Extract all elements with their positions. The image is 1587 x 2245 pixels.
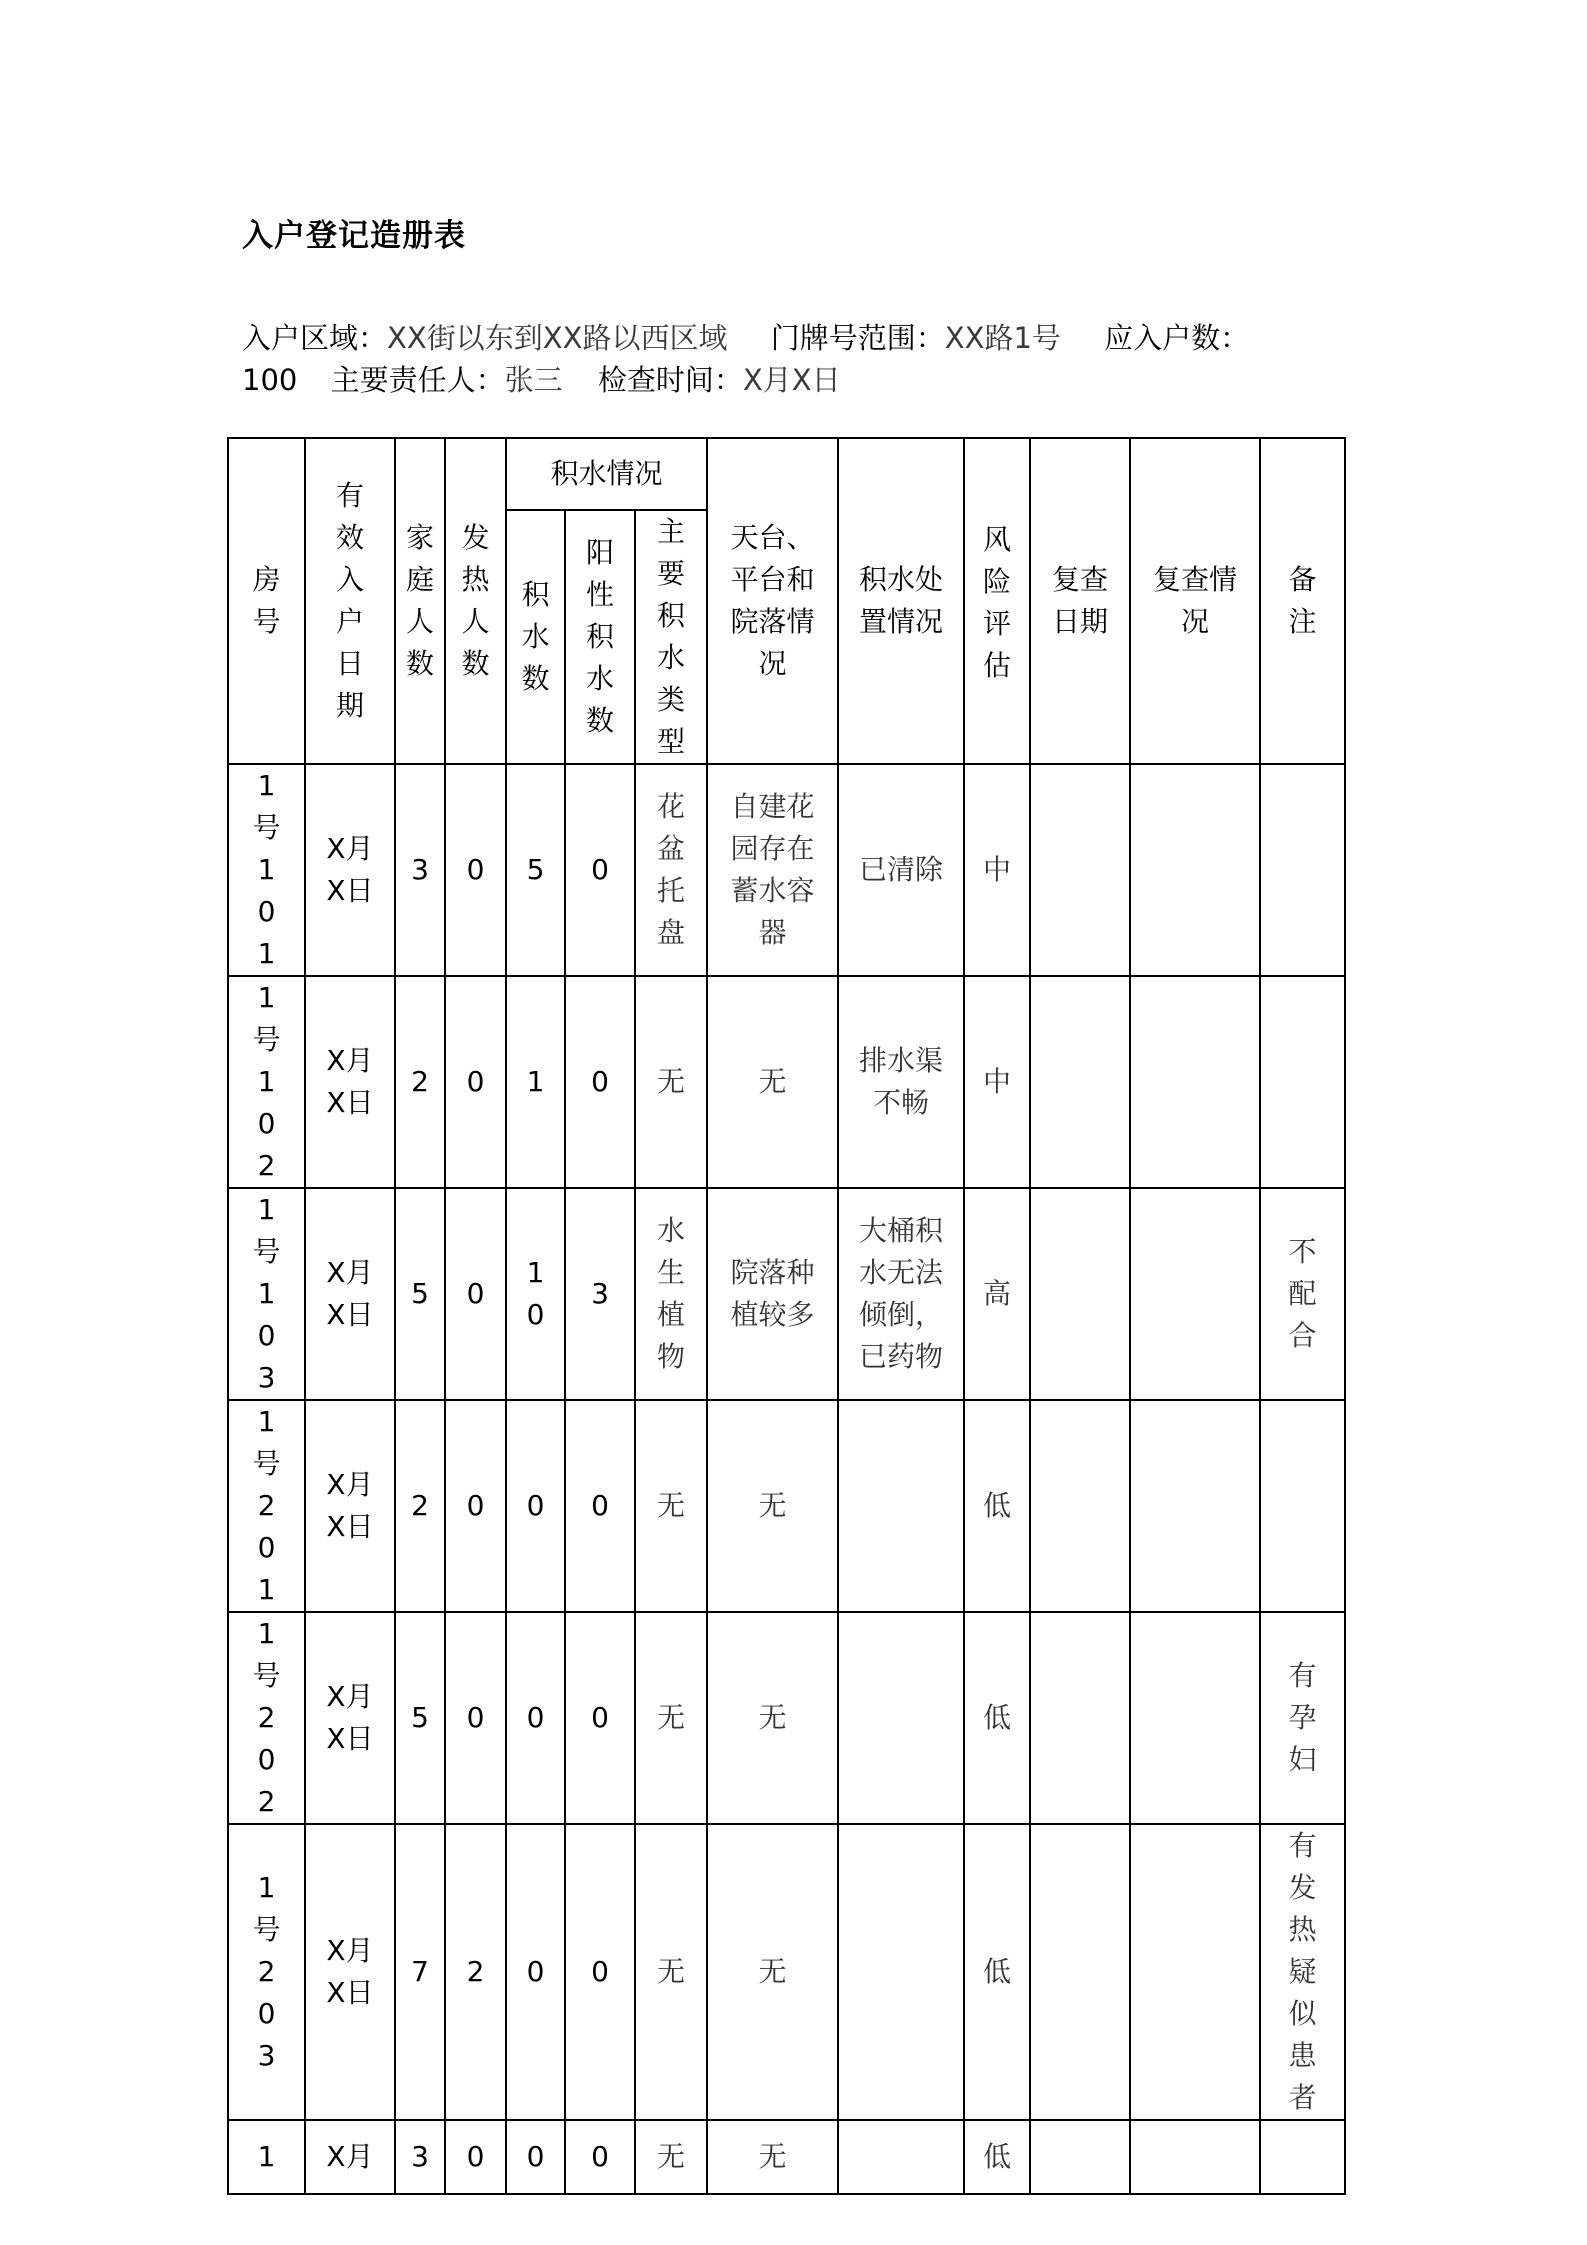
cell-family — [395, 764, 445, 976]
cell-water-type — [635, 1400, 707, 1612]
cell-room-text: 1号103 — [252, 1193, 281, 1394]
cell-disposal — [838, 2120, 964, 2194]
cell-recheck-date — [1030, 1188, 1130, 1400]
cell-recheck-date — [1030, 1612, 1130, 1824]
cell-room — [228, 1188, 305, 1400]
cell-fever — [445, 764, 506, 976]
table-row — [228, 1188, 1345, 1400]
cell-fever — [445, 1188, 506, 1400]
cell-remark — [1260, 2120, 1345, 2194]
table-row — [228, 1824, 1345, 2120]
time-label: 检查时间： — [597, 363, 743, 397]
cell-water-type-text: 水生植物 — [656, 1214, 685, 1373]
cell-risk — [964, 976, 1030, 1188]
person-label: 主要责任人： — [330, 363, 505, 397]
cell-water-count-text: 10 — [526, 1256, 545, 1331]
cell-water-count — [506, 976, 565, 1188]
cell-recheck-date — [1030, 764, 1130, 976]
cell-date-text: X月X日 — [326, 1934, 374, 2009]
cell-room-text: 1号202 — [252, 1617, 281, 1818]
header-remark: 备注 — [1260, 438, 1345, 764]
cell-water-type-text: 无 — [656, 1701, 685, 1734]
cell-positive — [565, 976, 635, 1188]
cell-terrace-text: 无 — [758, 1701, 787, 1734]
cell-fever-text: 0 — [466, 1277, 485, 1310]
cell-remark-text: 有发热疑似患者 — [1288, 1829, 1317, 2114]
cell-room — [228, 976, 305, 1188]
count-value: 100 — [242, 363, 298, 397]
header-recheck-status: 复查情况 — [1130, 438, 1260, 764]
cell-risk-text: 中 — [982, 1065, 1011, 1098]
cell-date — [305, 1612, 395, 1824]
cell-disposal-text: 排水渠不畅 — [858, 1044, 943, 1119]
table-row — [228, 1612, 1345, 1824]
cell-water-count — [506, 1824, 565, 2120]
cell-disposal-text: 大桶积水无法倾倒，已药物 — [858, 1214, 943, 1373]
cell-date — [305, 1188, 395, 1400]
cell-positive-text: 0 — [591, 853, 609, 886]
cell-positive-text: 0 — [591, 1489, 609, 1522]
cell-recheck-status — [1130, 1188, 1260, 1400]
cell-recheck-date — [1030, 1400, 1130, 1612]
cell-risk-text: 低 — [982, 1701, 1011, 1734]
count-label: 应入户数： — [1104, 321, 1250, 355]
cell-disposal — [838, 976, 964, 1188]
cell-water-count-text: 0 — [526, 1489, 545, 1522]
cell-water-count — [506, 2120, 565, 2194]
cell-risk-text: 高 — [982, 1277, 1011, 1310]
cell-terrace — [707, 976, 838, 1188]
cell-positive — [565, 2120, 635, 2194]
cell-date-text: X月 — [326, 2140, 374, 2173]
cell-room-text: 1号101 — [252, 769, 281, 970]
info-line-2 — [242, 358, 1352, 399]
cell-recheck-date — [1030, 2120, 1130, 2194]
registration-table — [227, 437, 1346, 765]
cell-date-text: X月X日 — [326, 1680, 374, 1755]
cell-water-count-text: 0 — [526, 1701, 545, 1734]
cell-terrace — [707, 1612, 838, 1824]
cell-date-text: X月X日 — [326, 1044, 374, 1119]
person-value: 张三 — [504, 363, 563, 397]
cell-family-text: 3 — [411, 853, 429, 886]
cell-terrace-text: 无 — [758, 1489, 787, 1522]
cell-date-text: X月X日 — [326, 832, 374, 907]
header-date: 有效入户日期 — [305, 438, 395, 764]
cell-risk — [964, 1824, 1030, 2120]
header-room: 房号 — [228, 438, 305, 764]
cell-risk-text: 中 — [982, 853, 1011, 886]
cell-date — [305, 976, 395, 1188]
header-risk: 风险评估 — [964, 438, 1030, 764]
cell-water-count-text: 0 — [526, 2140, 545, 2173]
header-fever: 发热人数 — [445, 438, 506, 764]
cell-water-type-text: 花盆托盘 — [656, 790, 685, 949]
cell-water-type — [635, 1824, 707, 2120]
cell-terrace — [707, 1400, 838, 1612]
cell-family-text: 5 — [411, 1277, 429, 1310]
cell-fever — [445, 1612, 506, 1824]
cell-terrace-text: 无 — [758, 1065, 787, 1098]
cell-family — [395, 976, 445, 1188]
cell-date-text: X月X日 — [326, 1256, 374, 1331]
cell-disposal — [838, 1400, 964, 1612]
cell-disposal — [838, 1824, 964, 2120]
cell-water-type — [635, 976, 707, 1188]
cell-risk — [964, 1188, 1030, 1400]
cell-water-type — [635, 764, 707, 976]
cell-terrace — [707, 2120, 838, 2194]
table-row — [228, 764, 1345, 976]
cell-remark-text: 有孕妇 — [1288, 1659, 1317, 1776]
cell-water-type — [635, 1188, 707, 1400]
door-value: XX路1号 — [944, 321, 1061, 355]
cell-risk — [964, 1612, 1030, 1824]
cell-recheck-status — [1130, 2120, 1260, 2194]
header-row-1 — [228, 438, 1345, 510]
info-line-1 — [242, 316, 1352, 357]
door-label: 门牌号范围： — [770, 321, 945, 355]
cell-positive-text: 0 — [591, 1701, 609, 1734]
cell-fever-text: 0 — [466, 2140, 485, 2173]
cell-positive — [565, 1612, 635, 1824]
header-recheck-date: 复查日期 — [1030, 438, 1130, 764]
cell-room-text: 1 — [257, 2140, 276, 2173]
table-row — [228, 2120, 1345, 2194]
cell-family-text: 2 — [411, 1065, 429, 1098]
cell-fever — [445, 976, 506, 1188]
cell-positive — [565, 1400, 635, 1612]
cell-risk-text: 低 — [982, 2140, 1011, 2173]
data-table — [227, 763, 1346, 2195]
cell-room — [228, 1824, 305, 2120]
cell-water-type-text: 无 — [656, 1065, 685, 1098]
cell-family-text: 2 — [411, 1489, 429, 1522]
cell-fever-text: 0 — [466, 1065, 485, 1098]
cell-family — [395, 1824, 445, 2120]
header-water-type: 主要积水类型 — [635, 510, 707, 764]
cell-remark — [1260, 764, 1345, 976]
cell-water-count-text: 0 — [526, 1955, 545, 1988]
cell-recheck-date — [1030, 976, 1130, 1188]
cell-positive-text: 0 — [591, 1065, 609, 1098]
cell-family — [395, 1188, 445, 1400]
time-value: X月X日 — [742, 363, 841, 397]
cell-remark — [1260, 1824, 1345, 2120]
cell-terrace-text: 院落种植较多 — [730, 1256, 815, 1331]
cell-terrace — [707, 1188, 838, 1400]
cell-terrace-text: 无 — [758, 2140, 787, 2173]
cell-date — [305, 1400, 395, 1612]
cell-room — [228, 2120, 305, 2194]
table-row — [228, 1400, 1345, 1612]
header-positive: 阳性积水数 — [565, 510, 635, 764]
cell-fever-text: 2 — [466, 1955, 485, 1988]
page-title: 入户登记造册表 — [242, 218, 466, 254]
cell-risk-text: 低 — [982, 1489, 1011, 1522]
cell-water-type — [635, 1612, 707, 1824]
cell-recheck-status — [1130, 976, 1260, 1188]
cell-water-count — [506, 1612, 565, 1824]
header-family: 家庭人数 — [395, 438, 445, 764]
cell-room-text: 1号201 — [252, 1405, 281, 1606]
cell-water-type-text: 无 — [656, 1955, 685, 1988]
cell-positive-text: 3 — [591, 1277, 609, 1310]
cell-risk — [964, 764, 1030, 976]
cell-risk — [964, 1400, 1030, 1612]
cell-water-type-text: 无 — [656, 2140, 685, 2173]
cell-fever — [445, 1824, 506, 2120]
cell-water-count — [506, 764, 565, 976]
cell-fever — [445, 1400, 506, 1612]
cell-water-type — [635, 2120, 707, 2194]
cell-water-count-text: 5 — [526, 853, 545, 886]
cell-recheck-status — [1130, 1612, 1260, 1824]
cell-positive-text: 0 — [591, 2140, 609, 2173]
table-row — [228, 976, 1345, 1188]
cell-remark — [1260, 976, 1345, 1188]
cell-risk — [964, 2120, 1030, 2194]
cell-recheck-date — [1030, 1824, 1130, 2120]
cell-terrace-text: 自建花园存在蓄水容器 — [730, 790, 815, 949]
header-water-count: 积水数 — [506, 510, 565, 764]
area-label: 入户区域： — [242, 321, 388, 355]
cell-recheck-status — [1130, 1824, 1260, 2120]
cell-room-text: 1号203 — [252, 1871, 281, 2072]
cell-disposal — [838, 1612, 964, 1824]
cell-remark-text: 不配合 — [1288, 1235, 1317, 1352]
cell-fever-text: 0 — [466, 1701, 485, 1734]
cell-remark — [1260, 1400, 1345, 1612]
cell-family-text: 3 — [411, 2140, 429, 2173]
cell-disposal — [838, 764, 964, 976]
cell-fever-text: 0 — [466, 853, 485, 886]
cell-positive — [565, 764, 635, 976]
header-terrace: 天台、平台和院落情况 — [707, 438, 838, 764]
cell-terrace — [707, 764, 838, 976]
cell-date — [305, 2120, 395, 2194]
cell-disposal — [838, 1188, 964, 1400]
cell-room — [228, 764, 305, 976]
cell-terrace — [707, 1824, 838, 2120]
cell-recheck-status — [1130, 1400, 1260, 1612]
header-disposal: 积水处置情况 — [838, 438, 964, 764]
cell-family-text: 7 — [411, 1955, 429, 1988]
cell-date-text: X月X日 — [326, 1468, 374, 1543]
cell-risk-text: 低 — [982, 1955, 1011, 1988]
cell-water-count — [506, 1188, 565, 1400]
cell-family — [395, 1612, 445, 1824]
cell-room — [228, 1612, 305, 1824]
cell-family — [395, 1400, 445, 1612]
cell-terrace-text: 无 — [758, 1955, 787, 1988]
cell-family-text: 5 — [411, 1701, 429, 1734]
cell-water-type-text: 无 — [656, 1489, 685, 1522]
cell-positive-text: 0 — [591, 1955, 609, 1988]
cell-family — [395, 2120, 445, 2194]
cell-water-count-text: 1 — [526, 1065, 545, 1098]
cell-fever-text: 0 — [466, 1489, 485, 1522]
cell-room — [228, 1400, 305, 1612]
cell-remark — [1260, 1188, 1345, 1400]
cell-fever — [445, 2120, 506, 2194]
cell-room-text: 1号102 — [252, 981, 281, 1182]
cell-disposal-text: 已清除 — [858, 853, 943, 886]
cell-remark — [1260, 1612, 1345, 1824]
area-value: XX街以东到XX路以西区域 — [387, 321, 728, 355]
cell-positive — [565, 1824, 635, 2120]
cell-positive — [565, 1188, 635, 1400]
header-water-group: 积水情况 — [506, 438, 707, 510]
cell-water-count — [506, 1400, 565, 1612]
cell-recheck-status — [1130, 764, 1260, 976]
cell-date — [305, 764, 395, 976]
cell-date — [305, 1824, 395, 2120]
